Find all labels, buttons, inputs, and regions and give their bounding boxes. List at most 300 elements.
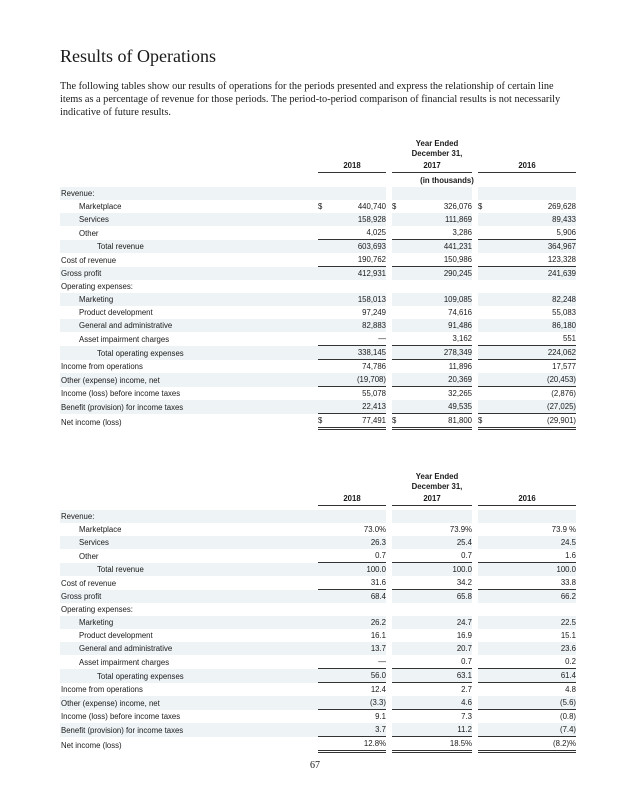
row-value: 34.2 <box>456 578 472 587</box>
row-value: 55,083 <box>552 308 577 317</box>
row-value <box>328 280 386 293</box>
currency-symbol <box>478 590 488 604</box>
currency-symbol <box>392 696 402 710</box>
currency-symbol <box>392 616 402 629</box>
currency-symbol <box>392 306 402 319</box>
currency-symbol <box>318 319 328 332</box>
currency-symbol <box>478 616 488 629</box>
row-label: Operating expenses: <box>61 282 133 291</box>
row-value: 5,906 <box>556 228 577 237</box>
row-value: 32,265 <box>402 387 472 401</box>
row-value: (5.6) <box>488 696 576 710</box>
currency-symbol <box>392 267 402 281</box>
row-value <box>488 510 576 523</box>
row-value: 190,762 <box>357 255 386 264</box>
currency-symbol <box>478 710 488 724</box>
year-column-header: 2017 <box>392 492 472 506</box>
row-value: (29,901) <box>488 414 576 429</box>
table-row <box>60 387 576 401</box>
table-row <box>60 200 576 213</box>
year-column-header: 2018 <box>318 492 386 506</box>
currency-symbol <box>478 655 488 669</box>
row-label: Gross profit <box>60 590 318 604</box>
currency-symbol <box>392 629 402 642</box>
row-value: 9.1 <box>328 710 386 724</box>
currency-symbol <box>318 723 328 737</box>
currency-symbol <box>318 549 328 563</box>
currency-symbol: $ <box>318 202 323 211</box>
row-value: 3,286 <box>452 228 472 237</box>
table-row <box>60 723 576 737</box>
currency-symbol: $ <box>392 202 397 211</box>
row-value: 23.6 <box>488 642 576 655</box>
row-value: 81,800 <box>402 414 472 429</box>
currency-symbol <box>318 510 328 523</box>
row-value <box>402 187 472 200</box>
currency-symbol <box>318 346 328 360</box>
row-value: 3.7 <box>328 723 386 737</box>
currency-symbol <box>392 642 402 655</box>
row-value: (2,876) <box>488 387 576 401</box>
row-label: Marketplace <box>79 202 122 211</box>
row-value: 25.4 <box>402 536 472 549</box>
table-row <box>60 400 576 414</box>
row-value: 269,628 <box>547 202 577 211</box>
currency-symbol <box>478 387 488 401</box>
currency-symbol <box>478 213 488 226</box>
row-label: Income (loss) before income taxes <box>61 389 181 398</box>
currency-symbol <box>318 669 328 683</box>
row-value: 73.0% <box>363 525 386 534</box>
row-value: 16.1 <box>370 631 386 640</box>
table-row <box>60 319 576 332</box>
row-label: Marketplace <box>79 525 122 534</box>
row-value <box>402 603 472 616</box>
row-value: 2.7 <box>402 683 472 697</box>
currency-symbol <box>478 360 488 374</box>
intro-paragraph: The following tables show our results of operations for the periods presented and express the relationship of certain line items as a percentage of revenue for those periods. The period-to-period comparison of financial results is not necessarily indicative of future results. <box>60 81 561 118</box>
currency-symbol <box>392 510 402 523</box>
table-row <box>60 576 576 590</box>
currency-symbol <box>318 683 328 697</box>
currency-symbol <box>478 373 488 387</box>
row-label: General and administrative <box>60 319 318 332</box>
row-value: 241,639 <box>488 267 576 281</box>
row-value: 73.9% <box>449 525 472 534</box>
currency-symbol <box>318 563 328 577</box>
row-value: 77,491 <box>328 414 386 429</box>
currency-symbol <box>478 683 488 697</box>
table-row <box>60 563 576 577</box>
row-value: 150,986 <box>443 255 472 264</box>
currency-symbol <box>318 187 328 200</box>
currency-symbol <box>318 400 328 414</box>
table-row <box>60 226 576 240</box>
row-value: 440,740 <box>357 202 386 211</box>
row-label: Revenue: <box>60 510 318 523</box>
row-label: Other <box>79 228 99 238</box>
currency-symbol <box>318 696 328 710</box>
currency-symbol <box>392 213 402 226</box>
row-value: 82,883 <box>328 319 386 332</box>
currency-symbol: $ <box>478 202 483 211</box>
row-label: General and administrative <box>60 642 318 655</box>
year-column-header: 2018 <box>318 159 386 173</box>
currency-symbol <box>478 576 488 590</box>
row-value: 11.2 <box>402 723 472 737</box>
row-label: Net income (loss) <box>61 417 122 427</box>
row-value: (20,453) <box>488 373 576 387</box>
currency-symbol <box>318 306 328 319</box>
row-value: 91,486 <box>402 319 472 332</box>
year-ended-header <box>386 137 488 159</box>
row-value: 86,180 <box>488 319 576 332</box>
table-row <box>60 510 576 523</box>
currency-symbol <box>318 523 328 536</box>
row-value: 61.4 <box>488 669 576 683</box>
currency-symbol <box>318 536 328 549</box>
row-value: 20.7 <box>402 642 472 655</box>
row-value <box>402 280 472 293</box>
currency-symbol <box>478 400 488 414</box>
currency-symbol <box>318 576 328 590</box>
year-column-header: 2016 <box>478 159 576 173</box>
row-label: Cost of revenue <box>61 255 117 265</box>
table-row <box>60 683 576 697</box>
row-value <box>328 603 386 616</box>
currency-symbol: $ <box>318 414 328 429</box>
row-label: Cost of revenue <box>61 578 117 588</box>
row-value: 73.9 % <box>551 525 577 534</box>
year-ended-header <box>386 470 488 492</box>
row-value: (0.8) <box>488 710 576 724</box>
row-label: Income from operations <box>61 362 143 371</box>
currency-symbol <box>478 319 488 332</box>
year-ended-label: Year Ended <box>415 139 459 148</box>
currency-symbol <box>392 346 402 360</box>
currency-symbol <box>392 536 402 549</box>
row-label: Services <box>60 536 318 549</box>
currency-symbol <box>392 187 402 200</box>
table-row <box>60 549 576 563</box>
table-row <box>60 655 576 669</box>
row-value: 66.2 <box>488 590 576 604</box>
currency-symbol: $ <box>392 414 402 429</box>
row-value: 33.8 <box>560 578 577 587</box>
currency-symbol <box>478 603 488 616</box>
currency-symbol <box>478 549 488 563</box>
period-end-label: December 31, <box>411 482 463 491</box>
year-ended-header-row <box>60 470 576 492</box>
currency-symbol <box>478 332 488 346</box>
row-value: 97,249 <box>362 308 386 317</box>
row-label: Product development <box>79 631 153 640</box>
row-value: 17,577 <box>488 360 576 374</box>
row-value <box>402 510 472 523</box>
currency-symbol <box>478 267 488 281</box>
year-ended-label: Year Ended <box>415 472 459 481</box>
row-label: Marketing <box>60 293 318 306</box>
row-value: 3,162 <box>452 334 472 343</box>
currency-symbol <box>392 373 402 387</box>
row-value: 441,231 <box>402 240 472 254</box>
row-value: 63.1 <box>402 669 472 683</box>
currency-symbol <box>392 737 402 752</box>
currency-symbol <box>392 655 402 669</box>
year-column-header: 2016 <box>478 492 576 506</box>
currency-symbol <box>318 629 328 642</box>
results-table-percent <box>60 470 576 753</box>
currency-symbol <box>478 563 488 577</box>
currency-symbol <box>392 710 402 724</box>
table-row <box>60 253 576 267</box>
row-value: 12.4 <box>328 683 386 697</box>
currency-symbol <box>478 523 488 536</box>
row-value: 26.2 <box>328 616 386 629</box>
row-value: 49,535 <box>402 400 472 414</box>
table-row <box>60 536 576 549</box>
currency-symbol <box>318 280 328 293</box>
row-value: 7.3 <box>402 710 472 724</box>
row-label: Total operating expenses <box>60 669 318 683</box>
currency-symbol <box>478 226 488 240</box>
currency-symbol: $ <box>478 414 488 429</box>
row-value: 74,786 <box>328 360 386 374</box>
units-caption: (in thousands) <box>420 176 474 185</box>
currency-symbol <box>392 400 402 414</box>
row-value: (8.2)% <box>488 737 576 752</box>
row-label: Benefit (provision) for income taxes <box>60 400 318 414</box>
currency-symbol <box>478 240 488 254</box>
row-label: Marketing <box>60 616 318 629</box>
row-value: 100.0 <box>328 563 386 577</box>
results-table-thousands <box>60 137 576 430</box>
currency-symbol <box>478 642 488 655</box>
currency-symbol <box>318 603 328 616</box>
table-row <box>60 669 576 683</box>
currency-symbol <box>478 723 488 737</box>
row-value: 4.6 <box>402 696 472 710</box>
row-value: 22,413 <box>328 400 386 414</box>
row-value: 158,928 <box>328 213 386 226</box>
row-value: 89,433 <box>488 213 576 226</box>
row-value: — <box>378 334 386 343</box>
currency-symbol <box>318 253 328 267</box>
table-row <box>60 187 576 200</box>
row-value: 0.7 <box>461 551 472 560</box>
row-value: 18.5% <box>402 737 472 752</box>
currency-symbol <box>478 737 488 752</box>
row-value: 603,693 <box>328 240 386 254</box>
table-row <box>60 332 576 346</box>
row-value: 111,869 <box>402 213 472 226</box>
row-label: Other (expense) income, net <box>60 373 318 387</box>
row-value: 123,328 <box>547 255 577 264</box>
year-column-header: 2017 <box>392 159 472 173</box>
currency-symbol <box>392 240 402 254</box>
currency-symbol <box>478 187 488 200</box>
currency-symbol <box>392 723 402 737</box>
row-value: 11,896 <box>402 360 472 374</box>
currency-symbol <box>318 373 328 387</box>
row-label: Asset impairment charges <box>79 657 170 667</box>
row-label: Asset impairment charges <box>79 334 170 344</box>
table-row <box>60 642 576 655</box>
currency-symbol <box>318 387 328 401</box>
currency-symbol <box>392 293 402 306</box>
table-row <box>60 360 576 374</box>
currency-symbol <box>478 629 488 642</box>
table-row <box>60 737 576 752</box>
row-value: 82,248 <box>488 293 576 306</box>
currency-symbol <box>478 280 488 293</box>
year-header-row <box>60 492 576 506</box>
table-row <box>60 414 576 429</box>
table-row <box>60 523 576 536</box>
row-value: 56.0 <box>328 669 386 683</box>
table-row <box>60 616 576 629</box>
section-title: Results of Operations <box>60 46 216 66</box>
table-row <box>60 590 576 604</box>
currency-symbol <box>318 360 328 374</box>
table-row <box>60 629 576 642</box>
currency-symbol <box>478 536 488 549</box>
currency-symbol <box>392 669 402 683</box>
row-value: 4.8 <box>488 683 576 697</box>
row-value: 158,013 <box>328 293 386 306</box>
currency-symbol <box>392 253 402 267</box>
row-label: Revenue: <box>60 187 318 200</box>
page-number: 67 <box>310 760 320 771</box>
currency-symbol <box>478 696 488 710</box>
row-value <box>488 603 576 616</box>
row-value: 74,616 <box>448 308 472 317</box>
row-value: 326,076 <box>443 202 472 211</box>
table-row <box>60 293 576 306</box>
table-row <box>60 267 576 281</box>
table-row <box>60 710 576 724</box>
table-row <box>60 280 576 293</box>
row-value: 290,245 <box>402 267 472 281</box>
row-value: 1.6 <box>565 551 577 560</box>
row-label: Total revenue <box>60 240 318 254</box>
currency-symbol <box>478 293 488 306</box>
row-label: Other (expense) income, net <box>60 696 318 710</box>
currency-symbol <box>392 523 402 536</box>
row-value: 22.5 <box>488 616 576 629</box>
row-value: (7.4) <box>488 723 576 737</box>
row-value: 13.7 <box>328 642 386 655</box>
row-value: 65.8 <box>402 590 472 604</box>
currency-symbol <box>318 655 328 669</box>
currency-symbol <box>392 280 402 293</box>
table-row <box>60 603 576 616</box>
row-value: 551 <box>563 334 577 343</box>
row-label: Gross profit <box>60 267 318 281</box>
units-row <box>60 173 576 188</box>
currency-symbol <box>392 319 402 332</box>
row-value: — <box>378 657 386 666</box>
row-label: Total operating expenses <box>60 346 318 360</box>
row-value: 55,078 <box>328 387 386 401</box>
currency-symbol <box>392 360 402 374</box>
row-value <box>328 510 386 523</box>
currency-symbol <box>392 590 402 604</box>
row-value: 0.7 <box>461 657 472 666</box>
row-label: Income (loss) before income taxes <box>61 712 181 721</box>
currency-symbol <box>478 253 488 267</box>
currency-symbol <box>318 590 328 604</box>
table-row <box>60 346 576 360</box>
row-value: 24.7 <box>402 616 472 629</box>
table-row <box>60 240 576 254</box>
currency-symbol <box>318 616 328 629</box>
row-label: Net income (loss) <box>61 740 122 750</box>
row-value: 364,967 <box>488 240 576 254</box>
row-label: Income from operations <box>61 685 143 694</box>
table-row <box>60 696 576 710</box>
row-value: 26.3 <box>328 536 386 549</box>
currency-symbol <box>478 669 488 683</box>
currency-symbol <box>318 737 328 752</box>
row-value: (3.3) <box>328 696 386 710</box>
currency-symbol <box>392 332 402 346</box>
row-value: 338,145 <box>328 346 386 360</box>
year-header-row <box>60 159 576 173</box>
row-value: 109,085 <box>402 293 472 306</box>
row-label: Services <box>60 213 318 226</box>
row-value: 31.6 <box>370 578 386 587</box>
row-value: 16.9 <box>456 631 472 640</box>
currency-symbol <box>478 510 488 523</box>
currency-symbol <box>392 563 402 577</box>
row-value: 24.5 <box>488 536 576 549</box>
row-label: Other <box>79 551 99 561</box>
currency-symbol <box>318 332 328 346</box>
row-label: Benefit (provision) for income taxes <box>60 723 318 737</box>
currency-symbol <box>318 267 328 281</box>
currency-symbol <box>392 387 402 401</box>
row-value: 12.8% <box>328 737 386 752</box>
currency-symbol <box>478 306 488 319</box>
row-label: Product development <box>79 308 153 317</box>
currency-symbol <box>392 576 402 590</box>
table-row <box>60 306 576 319</box>
row-value <box>328 187 386 200</box>
currency-symbol <box>392 603 402 616</box>
currency-symbol <box>318 213 328 226</box>
currency-symbol <box>318 710 328 724</box>
currency-symbol <box>318 240 328 254</box>
row-value: 68.4 <box>328 590 386 604</box>
currency-symbol <box>318 642 328 655</box>
row-value: 0.2 <box>565 657 577 666</box>
currency-symbol <box>478 346 488 360</box>
currency-symbol <box>392 549 402 563</box>
currency-symbol <box>392 226 402 240</box>
row-value: 412,931 <box>328 267 386 281</box>
row-value: 15.1 <box>560 631 577 640</box>
year-ended-header-row <box>60 137 576 159</box>
row-value <box>488 280 576 293</box>
row-value: 0.7 <box>375 551 386 560</box>
row-value: 224,062 <box>488 346 576 360</box>
row-value <box>488 187 576 200</box>
period-end-label: December 31, <box>411 149 463 158</box>
row-value: (19,708) <box>328 373 386 387</box>
table-row <box>60 373 576 387</box>
currency-symbol <box>318 226 328 240</box>
